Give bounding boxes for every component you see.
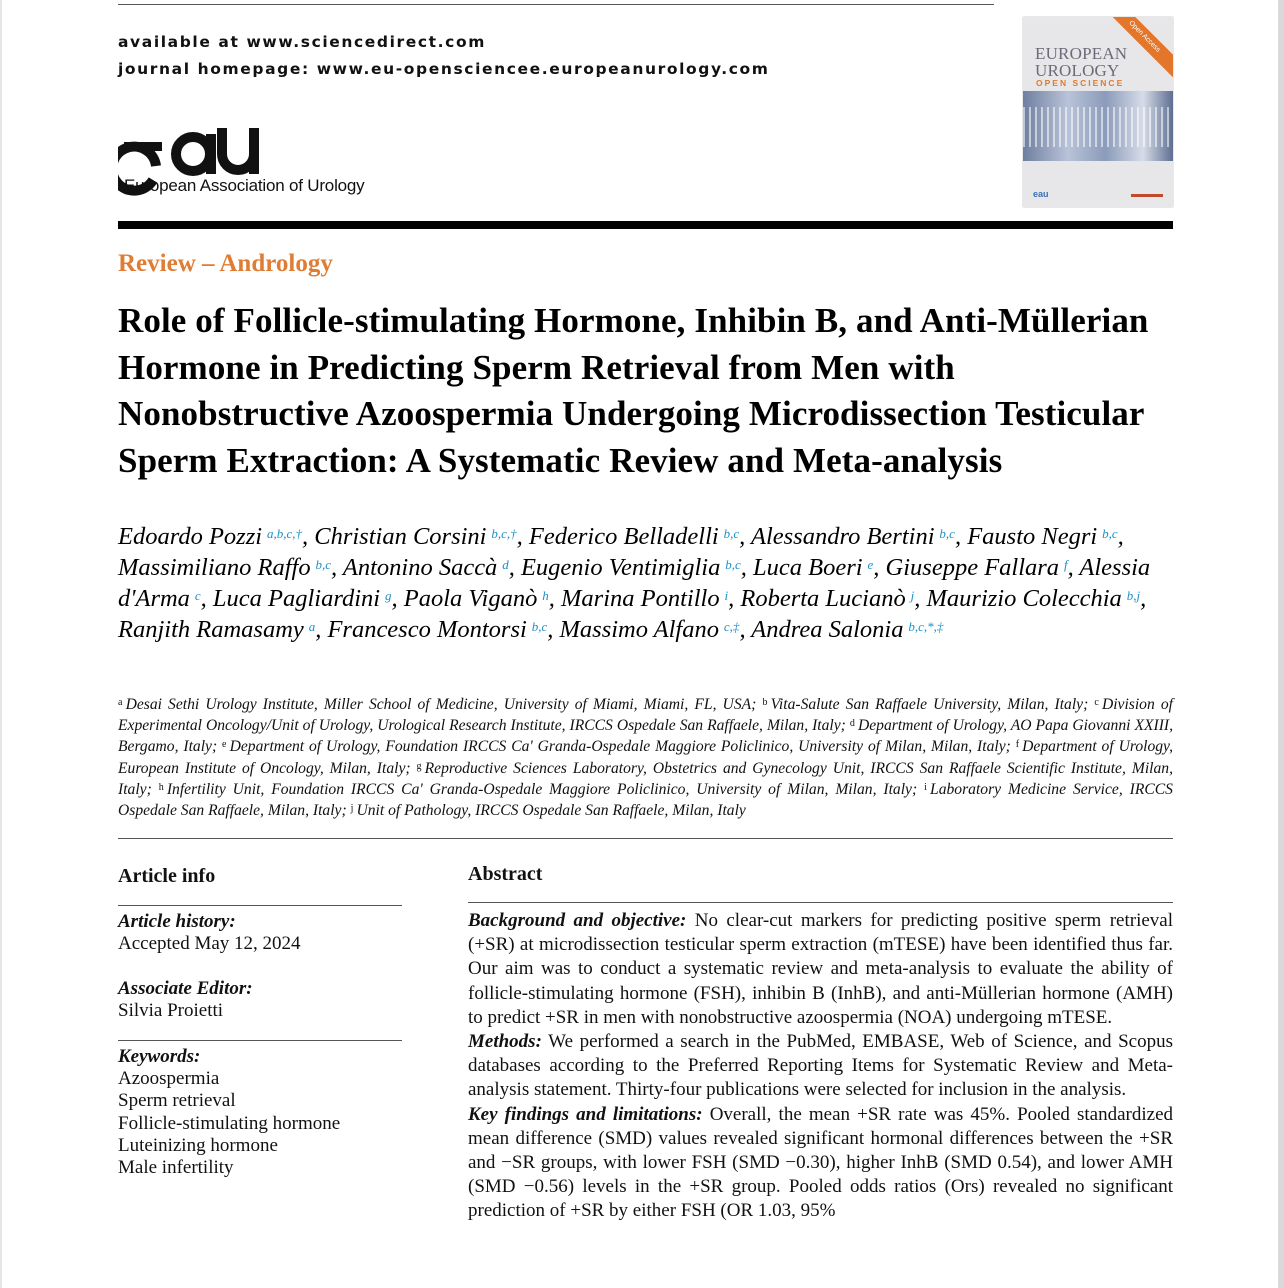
keywords-rule [118,1040,402,1041]
keyword: Azoospermia [118,1068,220,1089]
affiliation-key: h [158,781,164,793]
keyword: Male infertility [118,1157,234,1179]
author-affiliation-marker[interactable]: f [1063,557,1068,572]
author[interactable] [751,523,955,550]
author-name: Roberta Lucianò [740,585,906,612]
author-name: Antonino Saccà [342,554,498,581]
cover-footer-mark [1131,194,1163,197]
author-affiliation-marker[interactable]: b,j [1126,588,1141,603]
author-name: Federico Belladelli [528,523,719,550]
author-name: Massimo Alfano [559,616,719,643]
affiliation-text: Laboratory Medicine Service, IRCCS Ospedale San Raffaele, Milan, Italy; [118,780,1173,820]
keywords-list [118,1068,340,1179]
author-affiliation-marker[interactable]: a,b,c,† [266,526,302,541]
affiliation-text: Infertility Unit, Foundation IRCCS Ca' Granda-Ospedale Maggiore Policlinico, University of Milan, Milan, Italy; [166,780,918,798]
journal-homepage-link[interactable]: journal homepage: www.eu-opensciencee.europeanurology.com [118,60,770,78]
author-list: Edoardo Pozzi $^{a,b,c,\dagger}$, Christian Corsini $^{b,c,\dagger}$, Federico Belladelli $^{b,c}$, Alessandro Bertini $^{b,c}$, Fausto Negri $^{b,c}$, Massimiliano Raffo $^{b,c}$, Antonino Saccà $^d$, Eugenio Ventimiglia $^{b,c}$, Luca Boeri $^e$, Giuseppe Fallara $^f$, Alessia d'Arma $^c$, Luca Pagliardini $^g$, Paola Viganò $^h$, Marina Pontillo $^i$, Roberta Lucianò $^j$, Maurizio Colecchia $^{b,j}$, Ranjith Ramasamy $^a$, Francesco Montorsi $^{b,c}$, Massimo Alfano $^{c,\ddagger}$, Andrea Salonia $^{b,c,*,\ddagger}$ [118,523,1151,643]
author-name: Luca Boeri [753,554,863,581]
top-rule [118,4,994,5]
affiliation-text: Department of Urology, European Institute of Oncology, Milan, Italy; [118,738,1173,777]
author[interactable] [967,523,1117,550]
author-affiliation-marker[interactable]: i [724,588,729,603]
cover-image-overlay [1023,107,1173,147]
author-affiliation-marker[interactable]: c [194,588,201,603]
author[interactable] [404,585,549,612]
author-affiliation-marker[interactable]: j [910,588,915,603]
author-name: Eugenio Ventimiglia [520,554,721,581]
author-affiliation-marker[interactable]: b,c [723,526,740,541]
author[interactable] [740,585,914,612]
cover-subtitle: OPEN SCIENCE [1036,78,1125,88]
abstract-rule [468,902,1173,903]
author-name: Alessandro Bertini [750,523,935,550]
author[interactable] [753,554,873,581]
author[interactable] [529,523,739,550]
author-name: Christian Corsini [314,523,487,550]
author-affiliation-marker[interactable]: h [542,588,549,603]
affiliation-text: Department of Urology, AO Papa Giovanni XXIII, Bergamo, Italy; [118,717,1173,756]
affiliation-key: j [350,803,354,815]
publisher-name: European Association of Urology [124,176,365,195]
author[interactable] [213,585,392,612]
author[interactable] [560,616,740,643]
affiliation-key: g [416,760,422,772]
author-name: Maurizio Colecchia [926,585,1122,612]
author[interactable] [927,585,1141,612]
author[interactable] [118,523,302,550]
author[interactable] [343,554,509,581]
author-name: Luca Pagliardini [212,585,381,612]
author-name: Edoardo Pozzi [118,523,263,550]
associate-editor-value: Silvia Proietti [118,1000,224,1021]
header-divider [118,221,1173,229]
author-affiliation-marker[interactable]: g [384,588,392,603]
affiliation-key: f [1015,739,1020,751]
cover-footer-logo: eau [1033,189,1049,199]
author[interactable] [327,616,547,643]
affiliation [222,738,1011,755]
affiliation-key: a [118,697,123,708]
article-info-rule [118,905,402,906]
abstract-section-background: Background and objective: No clear-cut markers for predicting positive sperm retrieval (+SR) at microdissection testicular sperm extraction (mTESE) have been identified thus far. Our aim was to conduct a systematic review and meta-analysis to evaluate the ability of follicle-stimulating hormone (FSH), inhibin B (InhB), and anti-Müllerian hormone (AMH) to predict +SR in men with nonobstructive azoospermia (NOA) undergoing mTESE. [468,910,1173,1028]
journal-cover[interactable] [1023,17,1173,207]
author[interactable] [886,554,1068,581]
keyword: Luteinizing hormone [118,1134,278,1156]
affiliations-divider [118,838,1173,839]
page-edge-left [0,0,2,1288]
abstract-section-methods: Methods: We performed a search in the PubMed, EMBASE, Web of Science, and Scopus databases according to the Preferred Reporting Items for Systematic Review and Meta-analysis statement. Thirty-four publications were selected for inclusion in the analysis. [468,1031,1173,1101]
abstract-heading: Abstract [468,863,543,885]
author-affiliation-marker[interactable]: b,c [939,526,955,541]
affiliation-text: Division of Experimental Oncology/Unit of Urology, Urological Research Institute, IRCCS Ospedale San Raffaele, Milan, Italy; [118,696,1173,735]
author-affiliation-marker[interactable]: b,c,† [491,526,517,541]
cover-title: EUROPEAN UROLOGY [1035,44,1128,80]
affiliation-text: Desai Sethi Urology Institute, Miller School of Medicine, University of Miami, Miami, FL, USA; [125,696,757,713]
author-affiliation-marker[interactable]: b,c [315,557,332,572]
affiliation [118,696,756,713]
affiliation [351,802,746,819]
author-name: Francesco Montorsi [327,616,527,643]
abstract-section-findings: Key findings and limitations: Overall, the mean +SR rate was 45%. Pooled standardized mean difference (SMD) values revealed significant hormonal differences between the +SR and −SR groups, with lower FSH (SMD −0.30), higher InhB (SMD 0.54), and lower AMH (SMD −0.56) levels in the +SR group. Pooled odds ratios (Ors) revealed no significant prediction of +SR by either FSH (OR 1.03, 95% [468,1103,1173,1222]
author[interactable] [118,554,331,581]
affiliation [762,696,1088,713]
associate-editor-label: Associate Editor: [118,978,253,999]
affiliation-key: b [762,697,768,708]
article-history-value: Accepted May 12, 2024 [118,933,301,954]
author-affiliation-marker[interactable]: b,c [725,557,741,572]
article-section: Review – Andrology [118,250,333,277]
author[interactable] [561,585,728,612]
author[interactable] [751,616,943,643]
affiliation-text: Unit of Pathology, IRCCS Ospedale San Raffaele, Milan, Italy [356,802,746,820]
affiliation-key: c [1094,697,1099,708]
author-affiliation-marker[interactable]: e [867,557,874,572]
affiliation-key: i [924,781,927,793]
affiliation-text: Vita-Salute San Raffaele University, Milan, Italy; [770,696,1089,713]
abstract-body [468,909,1173,1224]
author-affiliation-marker[interactable]: b,c [531,619,548,634]
author-name: Alessia d'Arma [118,554,1151,612]
author-name: Ranjith Ramasamy [118,616,304,643]
author[interactable] [314,523,516,550]
affiliation-key: e [222,739,227,751]
keyword: Sperm retrieval [118,1090,236,1112]
article-info-heading: Article info [118,865,216,887]
author-affiliation-marker[interactable]: c,‡ [723,619,740,634]
author-affiliation-marker[interactable]: b,c,*,‡ [908,619,944,634]
author[interactable] [118,616,315,643]
keyword: Follicle-stimulating hormone [118,1112,341,1134]
scrollbar-track[interactable] [1278,0,1284,1288]
author-name: Giuseppe Fallara [885,554,1060,581]
affiliation-text: Department of Urology, Foundation IRCCS Ca' Granda-Ospedale Maggiore Policlinico, University of Milan, Milan, Italy; [229,738,1011,756]
available-at-link[interactable]: available at www.sciencedirect.com [118,33,486,51]
article-title: Role of Follicle-stimulating Hormone, Inhibin B, and Anti-Müllerian Hormone in Predicting Sperm Retrieval from Men with Nonobstructive Azoospermia Undergoing Microdissection Testicular Sperm Extraction: A Systematic Review and Meta-analysis [118,301,1149,480]
author-name: Massimiliano Raffo [118,554,311,581]
author-affiliation-marker[interactable]: d [502,557,509,572]
affiliations [118,694,1173,821]
author-name: Andrea Salonia [751,616,904,643]
author[interactable] [521,554,741,581]
keywords-label: Keywords: [118,1046,201,1067]
author-affiliation-marker[interactable]: b,c [1102,526,1118,541]
author-affiliation-marker[interactable]: a [308,619,316,634]
affiliation [159,781,917,798]
affiliation-key: d [849,718,855,730]
open-access-badge: Open Access [1099,17,1173,82]
author-name: Marina Pontillo [561,585,720,612]
author-name: Fausto Negri [967,523,1098,550]
article-history-label: Article history: [118,911,236,932]
affiliation-text: Reproductive Sciences Laboratory, Obstetrics and Gynecology Unit, IRCCS San Raffaele Scientific Institute, Milan, Italy; [118,759,1173,798]
author-name: Paola Viganò [403,585,538,612]
